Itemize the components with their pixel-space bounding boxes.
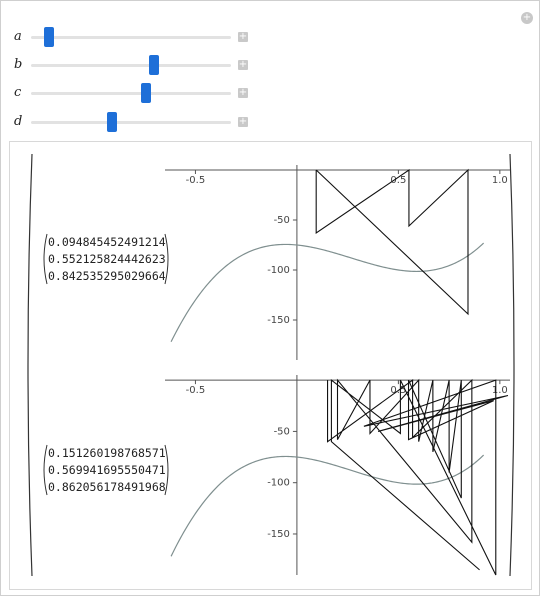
slider-b-thumb[interactable]: [149, 55, 159, 75]
y-tick-label: -50: [273, 426, 290, 438]
y-tick-label: -100: [267, 265, 290, 276]
slider-c-label: c: [14, 85, 22, 100]
vector-2-entry-2: 0.569941695550471: [48, 463, 166, 477]
slider-a-track[interactable]: [31, 36, 231, 39]
outer-right-paren: [510, 154, 514, 576]
slider-c-track[interactable]: [31, 92, 231, 95]
slider-a-label: a: [14, 29, 22, 44]
y-tick-label: -50: [273, 215, 290, 226]
plus-circle-icon[interactable]: +: [522, 12, 532, 23]
vector-2-entry-3: 0.862056178491968: [48, 480, 166, 494]
x-tick-label: 1.0: [491, 385, 508, 397]
outer-left-paren: [28, 154, 32, 576]
plus-square-icon[interactable]: +: [238, 116, 248, 127]
x-tick-label: 0.5: [390, 385, 407, 397]
cobweb-path: [328, 380, 508, 575]
slider-d-track[interactable]: [31, 121, 231, 124]
vector-1-entry-3: 0.842535295029664: [48, 269, 166, 283]
function-curve: [171, 455, 484, 556]
output-area: [9, 141, 532, 590]
output-graphics: [10, 142, 531, 589]
vector-2-entry-1: 0.151260198768571: [48, 446, 166, 460]
slider-a-thumb[interactable]: [44, 27, 54, 47]
slider-c-thumb[interactable]: [141, 83, 151, 103]
slider-a[interactable]: [1, 27, 261, 47]
x-tick-label: 1.0: [491, 175, 508, 186]
function-curve: [171, 243, 484, 342]
vector-1-entry-2: 0.552125824442623: [48, 252, 166, 266]
x-tick-label: -0.5: [185, 175, 206, 186]
plus-square-icon[interactable]: +: [238, 31, 248, 42]
y-tick-label: -150: [267, 528, 290, 540]
slider-d-label: d: [14, 114, 23, 129]
y-tick-label: -150: [267, 315, 290, 326]
y-tick-label: -100: [267, 477, 290, 489]
x-tick-label: 0.5: [390, 175, 407, 186]
plus-square-icon[interactable]: +: [238, 87, 248, 98]
cobweb-plot-2: [165, 375, 510, 575]
slider-d-thumb[interactable]: [107, 112, 117, 132]
vector-2: [40, 445, 166, 496]
plus-square-icon[interactable]: +: [238, 59, 248, 70]
vector-1: [40, 234, 166, 285]
slider-b-label: b: [14, 57, 23, 72]
slider-b[interactable]: [1, 55, 261, 75]
cobweb-plot-1: [165, 165, 510, 360]
vector-1-entry-1: 0.094845452491214: [48, 235, 166, 249]
slider-d[interactable]: [1, 112, 261, 132]
slider-b-track[interactable]: [31, 64, 231, 67]
slider-c[interactable]: [1, 83, 261, 103]
cobweb-path: [316, 170, 468, 314]
x-tick-label: -0.5: [185, 385, 206, 397]
